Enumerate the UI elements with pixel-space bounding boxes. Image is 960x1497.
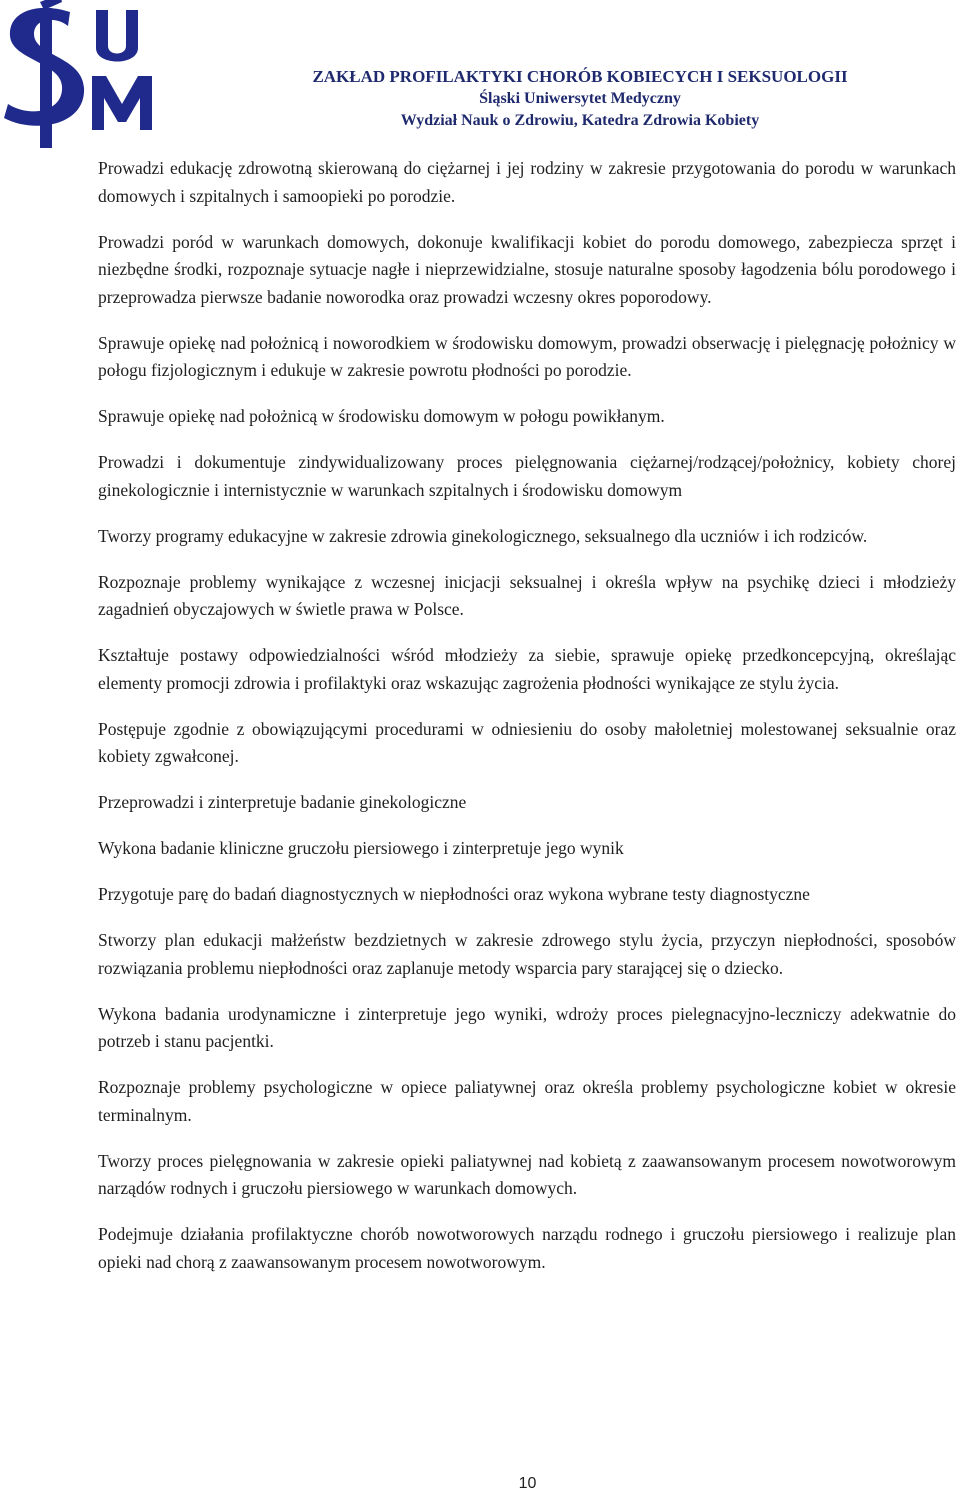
header-university: Śląski Uniwersytet Medyczny (479, 90, 681, 107)
paragraph: Przygotuje parę do badań diagnostycznych w niepłodności oraz wykona wybrane testy diagnostyczne (98, 884, 810, 904)
paragraph: Prowadzi poród w warunkach domowych, dokonuje kwalifikacji kobiet do porodu domowego, zabezpiecza sprzęt i niezbędne środki, rozpoznaje sytuacje nagłe i nieprzewidzialne, stosuje naturalne sposoby łagodzenia bólu porodowego i przeprowadza pierwsze badanie noworodka oraz prowadzi wczesny okres poporodowy. (98, 231, 956, 307)
paragraph: Przeprowadzi i zinterpretuje badanie ginekologiczne (98, 792, 467, 812)
paragraph: Prowadzi i dokumentuje zindywidualizowany proces pielęgnowania ciężarnej/rodzącej/położnicy, kobiety chorej ginekologicznie i internistycznie w warunkach szpitalnych i środowisku domowym (98, 452, 956, 500)
paragraph: Rozpoznaje problemy psychologiczne w opiece paliatywnej oraz określa problemy psychologiczne kobiet w okresie terminalnym. (98, 1077, 956, 1125)
paragraph: Sprawuje opiekę nad położnicą w środowisku domowym w połogu powikłanym. (98, 406, 665, 426)
paragraph: Postępuje zgodnie z obowiązującymi procedurami w odniesieniu do osoby małoletniej molestowanej seksualnie oraz kobiety zgwałconej. (98, 718, 956, 766)
sum-logo (0, 0, 190, 150)
paragraph: Wykona badania urodynamiczne i zinterpretuje jego wyniki, wdroży proces pielegnacyjno-leczniczy adekwatnie do potrzeb i stanu pacjentki. (98, 1003, 956, 1051)
document-body (98, 155, 956, 1295)
paragraph: Stworzy plan edukacji małżeństw bezdzietnych w zakresie zdrowego stylu życia, przyczyn niepłodności, sposobów rozwiązania problemu niepłodności oraz zaplanuje metody wsparcia pary starającej się o dziecko. (98, 930, 956, 978)
document-header (200, 66, 960, 132)
paragraph: Sprawuje opiekę nad położnicą i noworodkiem w środowisku domowym, prowadzi obserwację i pielęgnację położnicy w połogu fizjologicznym i edukuje w zakresie powrotu płodności po porodzie. (98, 332, 956, 380)
paragraph: Tworzy proces pielęgnowania w zakresie opieki paliatywnej nad kobietą z zaawansowanym procesem nowotworowym narządów rodnych i gruczołu piersiowego w warunkach domowych. (98, 1150, 956, 1198)
paragraph: Kształtuje postawy odpowiedzialności wśród młodzieży za siebie, sprawuje opiekę przedkoncepcyjną, określając elementy promocji zdrowia i profilaktyki oraz wskazując zagrożenia płodności wynikające ze stylu życia. (98, 645, 956, 693)
page-number: 10 (518, 1475, 537, 1492)
paragraph: Podejmuje działania profilaktyczne chorób nowotworowych narządu rodnego i gruczołu piersiowego i realizuje plan opieki nad chorą z zaawansowanym procesem nowotworowym. (98, 1224, 956, 1272)
paragraph: Prowadzi edukację zdrowotną skierowaną do ciężarnej i jej rodziny w zakresie przygotowania do porodu w warunkach domowych i szpitalnych i samoopieki po porodzie. (98, 158, 956, 206)
header-department: ZAKŁAD PROFILAKTYKI CHORÓB KOBIECYCH I SEKSUOLOGII (312, 67, 848, 86)
paragraph: Wykona badanie kliniczne gruczołu piersiowego i zinterpretuje jego wynik (98, 838, 624, 858)
sum-logo-graphic (0, 0, 190, 150)
header-faculty: Wydział Nauk o Zdrowiu, Katedra Zdrowia Kobiety (400, 112, 760, 129)
paragraph: Tworzy programy edukacyjne w zakresie zdrowia ginekologicznego, seksualnego dla uczniów i ich rodziców. (98, 525, 868, 546)
paragraph: Rozpoznaje problemy wynikające z wczesnej inicjacji seksualnej i określa wpływ na psychikę dzieci i młodzieży zagadnień obyczajowych w świetle prawa w Polsce. (98, 571, 956, 619)
